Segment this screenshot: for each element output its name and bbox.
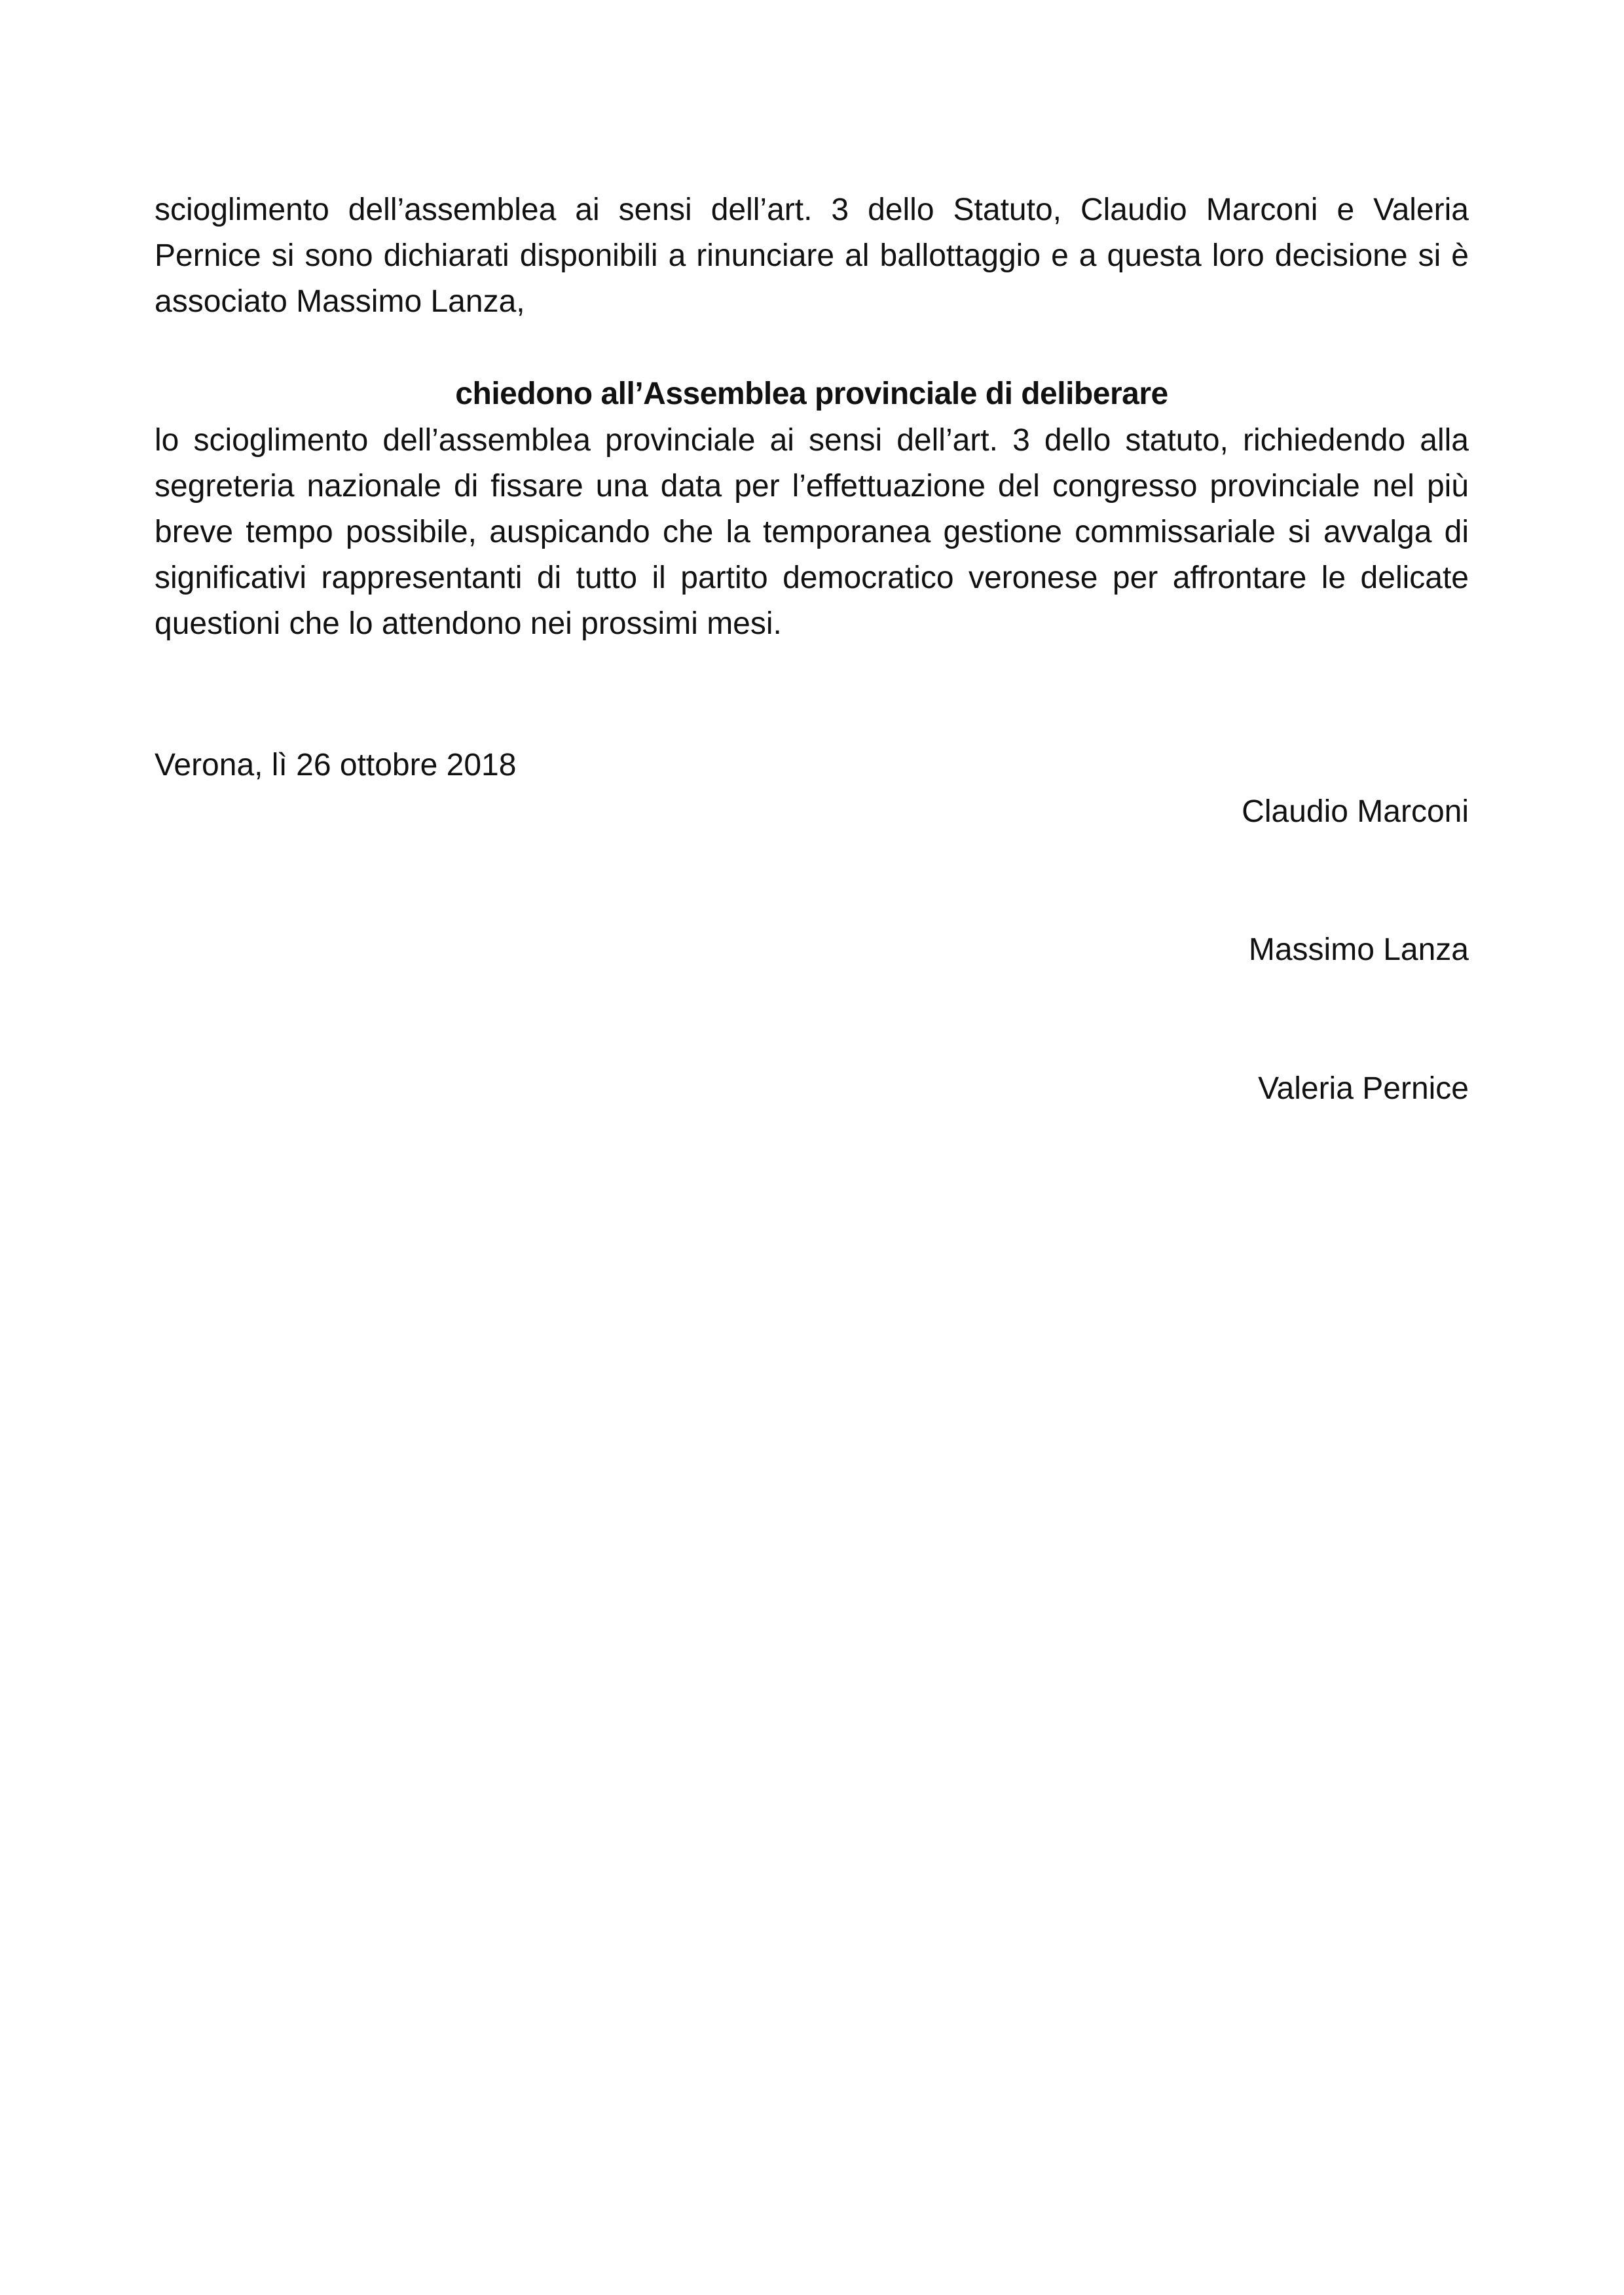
body-paragraph-2: lo scioglimento dell’assemblea provinciale ai sensi dell’art. 3 dello statuto, richiedendo alla segreteria nazionale di fissare una data per l’effettuazione del congresso provinciale nel più breve tempo possibile, auspicando che la temporanea gestione commissariale si avvalga di significativi rappresentanti di tutto il partito democratico veronese per affrontare le delicate questioni che lo attendono nei prossimi mesi. bbox=[155, 423, 1469, 641]
signatory-name: Massimo Lanza bbox=[1248, 932, 1469, 967]
body-paragraph-1: scioglimento dell’assemblea ai sensi dell’art. 3 dello Statuto, Claudio Marconi e Valeria Pernice si sono dichiarati disponibili a rinunciare al ballottaggio e a questa loro decisione si è associato Massimo Lanza, bbox=[155, 193, 1469, 319]
request-heading: chiedono all’Assemblea provinciale di deliberare bbox=[455, 376, 1168, 411]
place-date-line: Verona, lì 26 ottobre 2018 bbox=[155, 748, 517, 782]
signatory-name: Valeria Pernice bbox=[1258, 1071, 1469, 1106]
signatory-name: Claudio Marconi bbox=[1242, 794, 1469, 829]
